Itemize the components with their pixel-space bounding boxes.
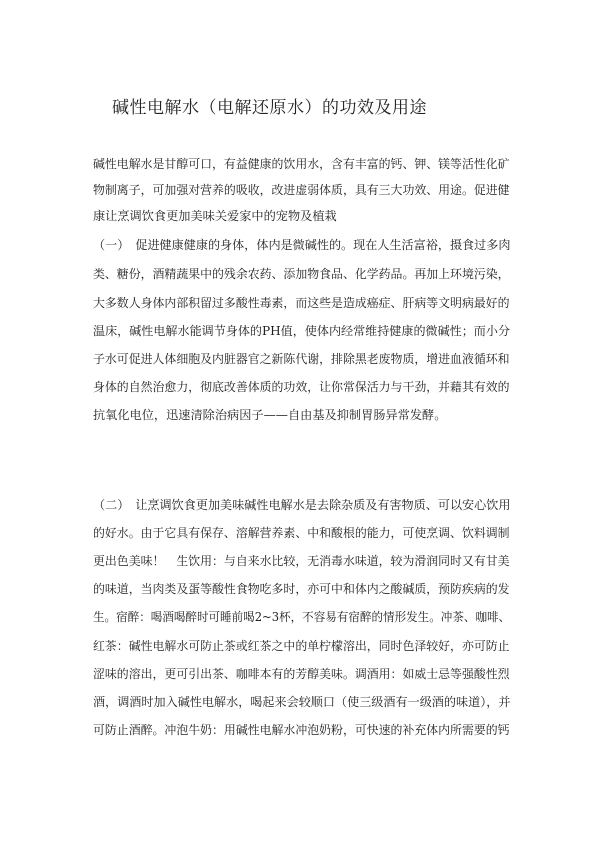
paragraph-line: 身体的自然治愈力，彻底改善体质的功效，让你常保活力与干劲，并藉其有效的 xyxy=(93,380,510,394)
paragraph-line: 的好水。由于它具有保存、溶解营养素、中和酸根的能力，可使烹调、饮料调制 xyxy=(93,526,510,540)
paragraph-line: 物制离子，可加强对营养的吸收，改进虚弱体质，具有三大功效、用途。促进健 xyxy=(93,183,510,197)
paragraph-line: 类、糖份，酒精蔬果中的残余农药、添加物食品、化学药品。再加上环境污染， xyxy=(93,267,510,281)
paragraph-line: 红茶：碱性电解水可防止茶或红茶之中的单柠檬溶出，同时色泽较好，亦可防止 xyxy=(93,639,510,653)
paragraph-line: 涩味的溶出，更可引出茶、咖啡本有的芳醇美味。调酒用：如威士忌等强酸性烈 xyxy=(93,667,510,681)
paragraph-line: 生。宿醉：喝酒喝醉时可睡前喝2~3杯，不容易有宿醉的情形发生。冲茶、咖啡、 xyxy=(93,610,511,624)
section-one-heading-line: （一） 促进健康健康的身体，体内是微碱性的。现在人生活富裕，摄食过多肉 xyxy=(93,238,511,252)
paragraph-line: 碱性电解水是甘醇可口，有益健康的饮用水，含有丰富的钙、钾、镁等活性化矿 xyxy=(93,157,510,171)
paragraph-line: 子水可促进人体细胞及内脏器官之新陈代谢，排除黑老废物质，增进血液循环和 xyxy=(93,352,510,366)
paragraph-line: 温床，碱性电解水能调节身体的PH值，使体内经常维持健康的微碱性；而小分 xyxy=(93,324,511,338)
paragraph-line: 酒，调酒时加入碱性电解水，喝起来会较顺口（使三级酒有一级酒的味道），并 xyxy=(93,695,511,709)
paragraph-line: 抗氧化电位，迅速清除治病因子——自由基及抑制胃肠异常发酵。 xyxy=(93,408,447,422)
section-two-heading-line: （二） 让烹调饮食更加美味碱性电解水是去除杂质及有害物质、可以安心饮用 xyxy=(93,498,511,512)
paragraph-line: 大多数人身体内部积留过多酸性毒素，而这些是造成癌症、肝病等文明病最好的 xyxy=(93,296,510,310)
paragraph-line: 的味道，当肉类及蛋等酸性食物吃多时，亦可中和体内之酸碱质，预防疾病的发 xyxy=(93,582,510,596)
paragraph-line: 可防止酒醉。冲泡牛奶：用碱性电解水冲泡奶粉，可快速的补充体内所需要的钙 xyxy=(93,723,510,737)
paragraph-line: 康让烹调饮食更加美味关爱家中的宠物及植栽 xyxy=(93,209,337,223)
paragraph-line: 更出色美味！ 生饮用：与自来水比较，无消毒水味道，较为滑润同时又有甘美 xyxy=(93,554,510,568)
document-title: 碱性电解水（电解还原水）的功效及用途 xyxy=(112,98,427,118)
